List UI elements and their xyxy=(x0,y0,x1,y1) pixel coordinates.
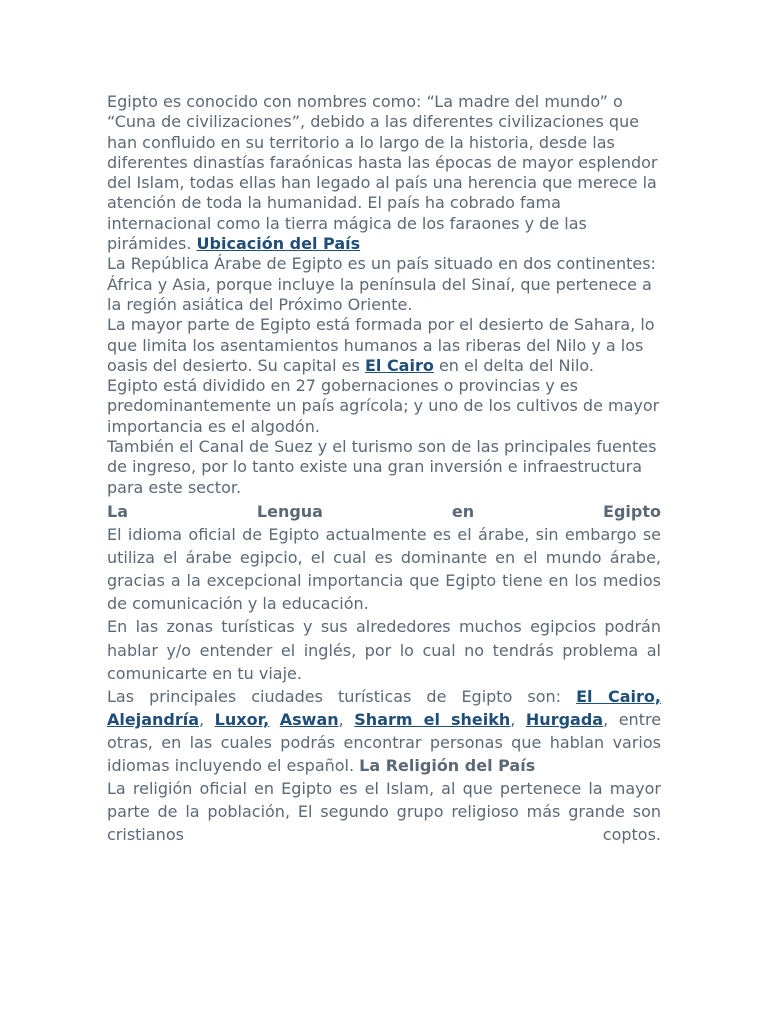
intro-text: Egipto es conocido con nombres como: “La madre del mundo” o “Cuna de civilizaciones”, debido a las diferentes civilizaciones que han confluido en su territorio a lo largo de la historia, desde las diferentes dinastías faraónicas hasta las épocas de mayor esplendor del Islam, todas ellas han legado al país una herencia que merece la atención de toda la humanidad. El país ha cobrado fama internacional como la tierra mágica de los faraones y de las pirámides. xyxy=(107,92,658,254)
cities-text: Las principales ciudades turísticas de Egipto son: xyxy=(107,686,562,706)
location-paragraph: La República Árabe de Egipto es un país situado en dos continentes: África y Asia, porque incluye la península del Sinaí, que pertenece a la región asiática del Próximo Oriente. xyxy=(107,254,656,314)
economy-paragraph: También el Canal de Suez y el turismo son de las principales fuentes de ingreso, por lo tanto existe una gran inversión e infraestructura para este sector. xyxy=(107,437,657,497)
city-link-hurgada[interactable]: Hurgada xyxy=(525,709,604,729)
intro-paragraph xyxy=(107,92,661,254)
city-link-aswan[interactable]: Aswan xyxy=(279,709,339,729)
el-cairo-link[interactable]: El Cairo xyxy=(364,355,434,375)
tourism-language-paragraph: En las zonas turísticas y sus alrededores muchos egipcios podrán hablar y/o entender el inglés, por lo cual no tendrás problema al comunicarte en tu viaje. xyxy=(107,617,661,683)
geography-text-end: en el delta del Nilo. xyxy=(438,355,594,375)
provinces-paragraph: Egipto está dividido en 27 gobernaciones o provincias y es predominantemente un país agrícola; y uno de los cultivos de mayor importancia es el algodón. xyxy=(107,376,660,436)
city-link-luxor[interactable]: Luxor, xyxy=(214,709,270,729)
religion-paragraph: La religión oficial en Egipto es el Islam, al que pertenece la mayor parte de la población, El segundo grupo religioso más grande son cristianos coptos. xyxy=(107,779,661,845)
language-heading: La Lengua en Egipto xyxy=(107,501,661,521)
cities-text-end: , entre otras, en las cuales podrás encontrar personas que hablan varios idiomas incluyendo el español. xyxy=(107,709,662,775)
city-link-sharm-el-sheikh[interactable]: Sharm el sheikh xyxy=(354,709,511,729)
geography-text: La mayor parte de Egipto está formada por el desierto de Sahara, lo que limita los asentamientos humanos a las riberas del Nilo y a los oasis del desierto. Su capital es xyxy=(107,315,655,375)
religion-heading: La Religión del País xyxy=(359,755,536,775)
cities-paragraph: Las principales ciudades turísticas de Egipto son: El Cairo, Alejandría, Luxor, Aswan, Sharm el sheikh, Hurgada, entre otras, en las cuales podrás encontrar personas que hablan varios idiomas incluyendo el español. La Religión del País xyxy=(107,686,662,775)
ubicacion-link[interactable]: Ubicación del País xyxy=(196,234,361,254)
city-link-alejandria[interactable]: Alejandría xyxy=(107,709,200,729)
language-paragraph: El idioma oficial de Egipto actualmente es el árabe, sin embargo se utiliza el árabe egipcio, el cual es dominante en el mundo árabe, gracias a la excepcional importancia que Egipto tiene en los medios de comunicación y la educación. xyxy=(107,525,661,614)
city-link-el-cairo[interactable]: El Cairo, xyxy=(576,686,662,706)
geography-paragraph xyxy=(107,315,661,376)
document-page xyxy=(107,92,661,846)
